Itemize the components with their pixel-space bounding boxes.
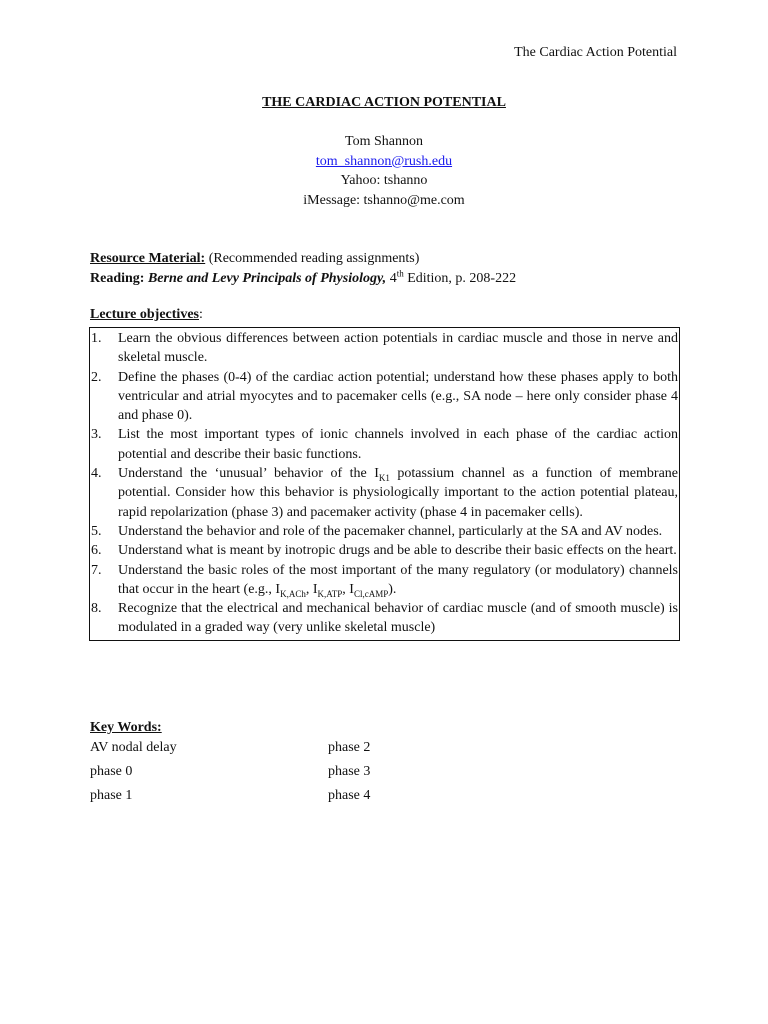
objective-item-6 [90,541,679,560]
reading-edition-rest: Edition, p. 208-222 [403,270,517,286]
author-email-link[interactable]: tom_shannon@rush.edu [315,153,453,169]
objective-number: 1. [91,331,102,346]
keyword: phase 3 [328,764,371,779]
objective-text: Understand the behavior and role of the pacemaker channel, particularly at the SA and AV nodes. [118,523,663,539]
objective-number: 4. [91,466,102,482]
reading-label: Reading: [90,270,145,286]
resource-note: (Recommended reading assignments) [205,251,420,266]
objective-item-8 [90,599,679,638]
resource-section [90,249,680,288]
subscript-clcamp: Cl,cAMP [353,588,389,599]
objective-item-3 [90,425,679,464]
keyword: phase 4 [328,788,371,803]
objective-item-2 [90,368,679,426]
keyword: AV nodal delay [90,740,177,755]
reading-line [90,269,680,289]
resource-line [90,249,680,269]
subscript-katp: K,ATP [317,588,343,599]
keyword: phase 0 [90,764,133,779]
objective-number: 2. [91,369,102,385]
keyword: phase 1 [90,788,133,803]
running-header: The Cardiac Action Potential [514,45,677,60]
objective-text: Recognize that the electrical and mechanical behavior of cardiac muscle (and of smooth muscle) is modulated in a graded way (very unlike skeletal muscle) [118,601,678,636]
objective-number: 8. [91,601,102,617]
keyword: phase 2 [328,740,371,755]
keywords-heading: Key Words: [90,720,162,735]
reading-edition-sup: th [396,267,404,278]
reading-book: Berne and Levy Principals of Physiology, [147,270,387,286]
author-block [0,132,768,210]
objective-item-7 [90,561,679,600]
objective-text: Understand the basic roles of the most important of the many regulatory (or modulatory) channels that occur in the heart (e.g., $I_{K,ACh}$, $I_{K,ATP}$, $I_{Cl,cAMP}$). [118,562,678,599]
author-yahoo: Yahoo: tshanno [340,173,428,188]
subscript-kach: K,ACh [280,588,306,599]
objective-text: Understand what is meant by inotropic drugs and be able to describe their basic effects on the heart. [118,543,677,559]
objective-item-4 [90,464,679,522]
reading-edition-num: 4 [386,270,397,286]
objectives-list [89,327,680,641]
objective-item-1 [90,329,679,368]
subscript-k1: K1 [378,472,390,483]
objective-text: List the most important types of ionic channels involved in each phase of the cardiac action potential and describe their basic functions. [118,427,678,462]
document-title: THE CARDIAC ACTION POTENTIAL [262,95,506,110]
objective-number: 7. [91,562,102,578]
objective-number: 5. [91,523,102,539]
objective-text: Learn the obvious differences between action potentials in cardiac muscle and those in nerve and skeletal muscle. [118,331,678,366]
objectives-heading: Lecture objectives: [90,307,203,322]
author-imessage: iMessage: tshanno@me.com [303,192,465,208]
author-name: Tom Shannon [345,134,423,149]
objective-number: 3. [91,427,102,443]
resource-label: Resource Material: [90,251,206,266]
objective-number: 6. [91,543,102,559]
objective-text: Define the phases (0-4) of the cardiac action potential; understand how these phases apply to both ventricular and atrial myocytes and to pacemaker cells (e.g., SA node – here only consider phase 4 and phase 0). [118,369,678,424]
objective-text: Understand the ‘unusual’ behavior of the $I_{K1}$ potassium channel as a function of membrane potential. Consider how this behavior is physiologically important to the action potential plateau, rapid repolarization (phase 3) and pacemaker activity (phase 4 in pacemaker cells). [118,466,679,520]
objective-item-5 [90,522,679,541]
